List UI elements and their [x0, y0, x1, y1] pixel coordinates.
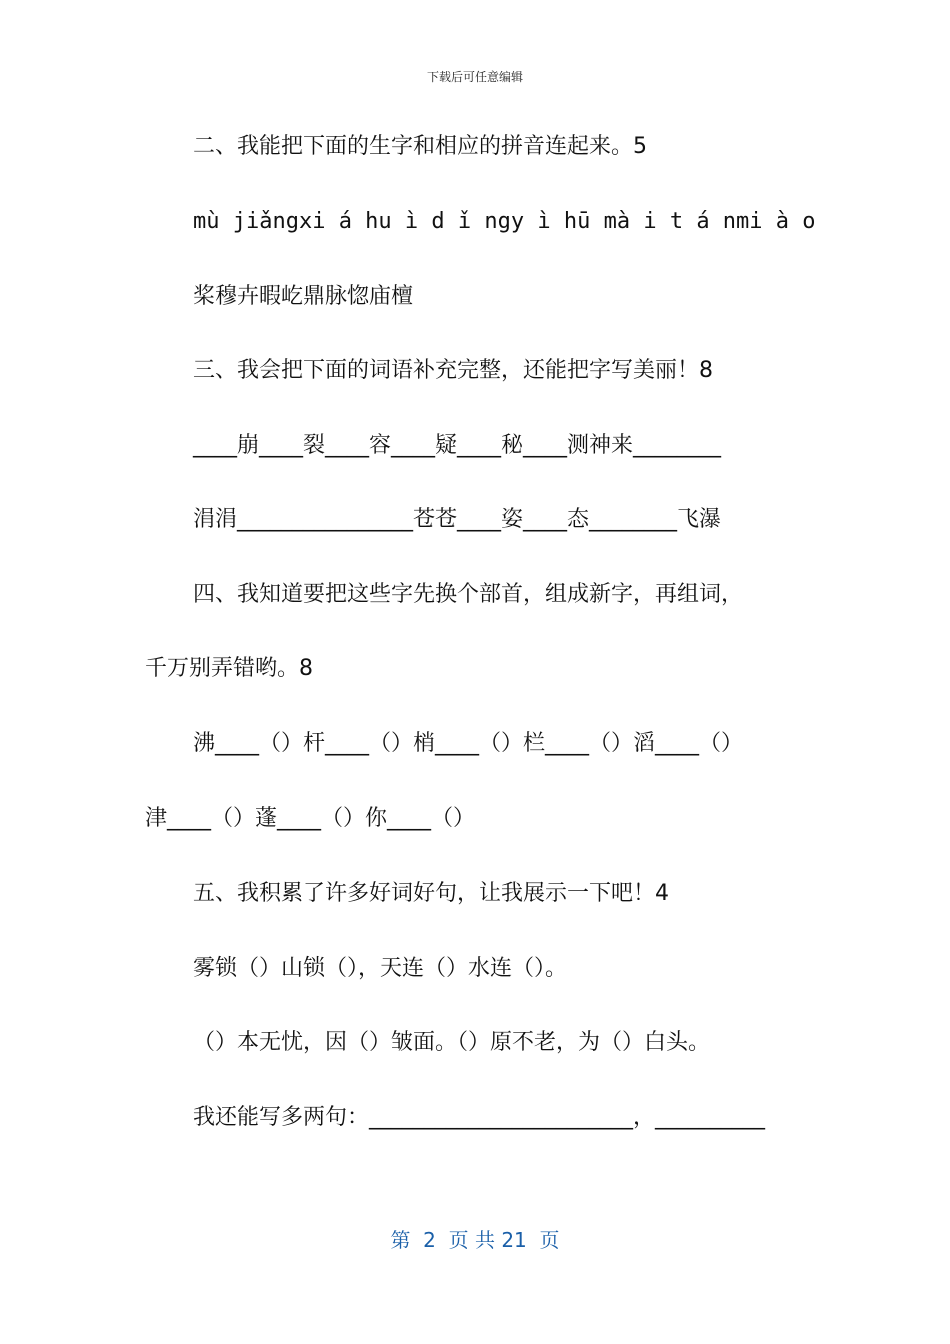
section-4-heading: 四、我知道要把这些字先换个部首，组成新字，再组词， — [193, 582, 744, 607]
phrase-fill-row-2: （）本无忧，因（）皱面。（）原不老，为（）白头。 — [193, 1030, 711, 1055]
section-4-heading-cont: 千万别弄错哟。8 — [145, 656, 313, 681]
radical-row-2: 津____（）蓬____（）你____（） — [145, 806, 476, 831]
section-5-heading: 五、我积累了许多好词好句，让我展示一下吧！4 — [193, 881, 669, 906]
write-more-row: 我还能写多两句：________________________，__________ — [193, 1105, 766, 1130]
page-header: 下载后可任意编辑 — [426, 70, 523, 84]
idiom-fill-row-1: ____崩____裂____容____疑____秘____测神来________ — [193, 433, 722, 458]
characters-row: 桨穆卉暇屹鼎脉惚庙檀 — [193, 284, 414, 309]
idiom-fill-row-2: 涓涓________________苍苍____姿____态________飞瀑 — [193, 507, 722, 532]
section-2-heading: 二、我能把下面的生字和相应的拼音连起来。5 — [193, 134, 647, 159]
phrase-fill-row-1: 雾锁（）山锁（），天连（）水连（）。 — [193, 956, 568, 981]
section-3-heading: 三、我会把下面的词语补充完整，还能把字写美丽！8 — [193, 358, 713, 383]
radical-row-1: 沸____（）杆____（）梢____（）栏____（）滔____（） — [193, 731, 744, 756]
page-footer: 第 2 页 共 21 页 — [390, 1228, 560, 1252]
pinyin-row: mù jiǎngxi á hu ì d ǐ ngy ì hū mà i t á nmi à o — [193, 209, 816, 234]
